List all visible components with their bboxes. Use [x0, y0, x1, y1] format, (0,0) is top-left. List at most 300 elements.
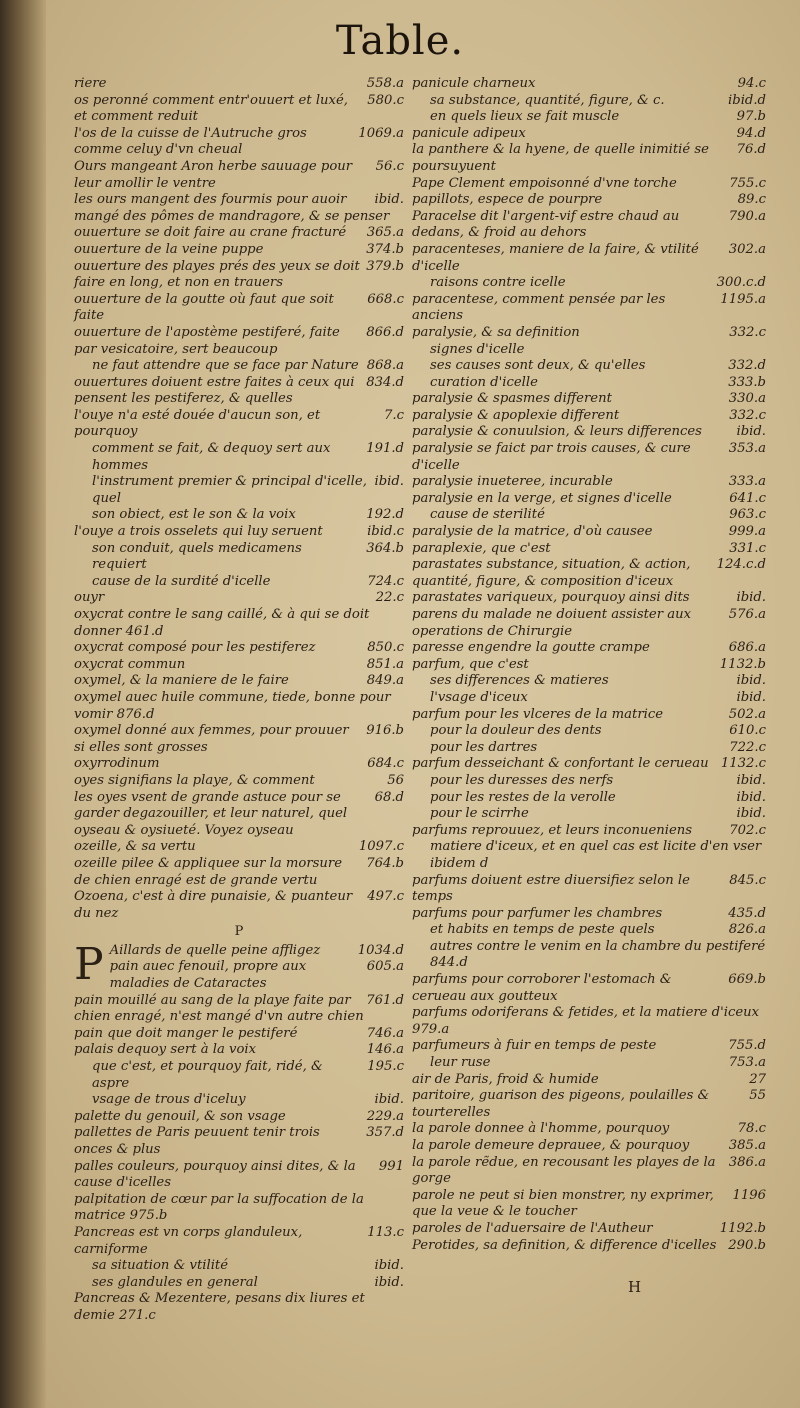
page-reference: ibid.: [736, 424, 766, 440]
index-entry: [412, 922, 766, 939]
entry-text: la parole donnee à l'homme, pourquoy: [412, 1121, 670, 1137]
index-entry: [74, 607, 404, 640]
entry-text: paracentese, comment pensée par les anciens: [412, 291, 666, 324]
index-entry: [74, 723, 404, 756]
catchword: H: [628, 1278, 642, 1296]
page-reference: 364.b: [366, 540, 404, 556]
page-reference: 56: [387, 772, 404, 788]
index-column-right: [412, 76, 766, 1254]
entry-text: ozeille, & sa vertu: [74, 839, 196, 855]
index-entry: [74, 541, 404, 574]
page-reference: 1132.c: [720, 756, 766, 772]
page-reference: 55: [749, 1088, 766, 1104]
page-reference: 7.c: [384, 407, 404, 423]
entry-text: parfum pour les vlceres de la matrice: [412, 706, 664, 722]
page-reference: 192.d: [366, 507, 404, 523]
entry-text: Aillards de quelle peine affligez: [109, 942, 321, 958]
entry-text: cause de sterilité: [430, 507, 545, 523]
page-reference: 78.c: [737, 1121, 766, 1137]
page-reference: 746.a: [366, 1025, 404, 1041]
page-reference: 113.c: [367, 1224, 404, 1240]
index-entry: [412, 1038, 766, 1055]
page-reference: 558.a: [366, 76, 404, 91]
entry-text: les oyes vsent de grande astuce pour se garder degazouiller, et leur naturel, quel: [74, 789, 348, 822]
index-entry: [74, 1125, 404, 1158]
index-entry: [74, 959, 404, 992]
index-entry: [412, 906, 766, 923]
page-reference: 191.d: [366, 441, 404, 457]
page-reference: 333.b: [728, 374, 766, 390]
index-column-left: [74, 76, 404, 1325]
page-reference: 229.a: [366, 1108, 404, 1124]
index-entry: [412, 1238, 766, 1255]
index-entry: [74, 1042, 404, 1059]
entry-text: parfums doiuent estre diuersifiez selon le temps: [412, 872, 690, 905]
entry-text: parole ne peut si bien monstrer, ny exprimer, que la veue & le toucher: [412, 1187, 714, 1220]
page-reference: 302.a: [728, 241, 766, 257]
page-reference: 686.a: [728, 640, 766, 656]
entry-text: matiere d'iceux, et en quel cas est licite d'en vser ibidem d: [430, 839, 762, 871]
index-entry: [412, 242, 766, 275]
index-entry: [74, 242, 404, 259]
index-entry: [412, 823, 766, 840]
page-reference: 576.a: [728, 607, 766, 622]
entry-text: ouuerture de la veine puppe: [74, 241, 264, 257]
page-reference: 300.c.d: [716, 275, 766, 291]
page-reference: 146.a: [366, 1042, 404, 1058]
index-entry: [74, 993, 404, 1026]
entry-text: pain auec fenouil, propre aux maladies de Cataractes: [109, 959, 307, 992]
page-reference: 826.a: [728, 922, 766, 938]
entry-text: riere: [74, 76, 107, 91]
entry-text: l'instrument premier & principal d'icelle, quel: [92, 474, 367, 506]
index-entry: [412, 1221, 766, 1238]
index-entry: [412, 756, 766, 773]
entry-text: en quels lieux se fait muscle: [430, 109, 620, 125]
index-entry: [74, 259, 404, 292]
entry-text: oyes signifians la playe, & comment: [74, 772, 315, 788]
index-entry: [412, 391, 766, 408]
page-reference: 330.a: [728, 391, 766, 407]
index-entry: [412, 93, 766, 110]
index-entry: [74, 325, 404, 358]
index-entry: [74, 292, 404, 325]
entry-text: sa situation & vtilité: [92, 1258, 229, 1274]
entry-text: autres contre le venim en la chambre du pestiferé 844.d: [430, 938, 766, 971]
page-reference: 195.c: [367, 1059, 404, 1075]
entry-text: pour les restes de la verolle: [430, 789, 616, 805]
index-entry: [412, 673, 766, 690]
index-entry: [74, 773, 404, 790]
index-entry: [412, 590, 766, 607]
page-reference: ibid.: [374, 1274, 404, 1290]
entry-text: Perotides, sa definition, & difference d'icelles: [412, 1237, 717, 1253]
entry-text: parfum, que c'est: [412, 656, 529, 672]
index-entry: [412, 474, 766, 491]
index-entry: [74, 1258, 404, 1275]
index-entry: [74, 507, 404, 524]
page-reference: 702.c: [729, 822, 766, 838]
entry-text: paresse engendre la goutte crampe: [412, 640, 650, 656]
page-reference: 761.d: [366, 992, 404, 1008]
page-reference: 764.b: [366, 855, 404, 871]
index-entry: [74, 839, 404, 856]
index-entry: [74, 375, 404, 408]
entry-text: signes d'icelle: [430, 341, 525, 357]
index-entry: [74, 1059, 404, 1092]
index-entry: [74, 657, 404, 674]
entry-text: palpitation de cœur par la suffocation de la matrice 975.b: [74, 1191, 364, 1224]
page-reference: 68.d: [374, 789, 404, 805]
index-entry: [74, 159, 404, 192]
index-entry: [74, 1026, 404, 1043]
page-reference: 999.a: [728, 524, 766, 540]
entry-text: paralysie & spasmes different: [412, 391, 612, 407]
entry-text: paralysie & conuulsion, & leurs differences: [412, 424, 702, 440]
index-entry: [412, 275, 766, 292]
page-reference: 1034.d: [357, 942, 404, 958]
index-entry: [74, 1109, 404, 1126]
page-reference: 605.a: [366, 959, 404, 975]
page-reference: 669.b: [728, 972, 766, 988]
page-reference: 97.b: [736, 109, 766, 125]
index-entry: [412, 541, 766, 558]
index-entry: [74, 474, 404, 507]
entry-text: air de Paris, froid & humide: [412, 1071, 599, 1087]
index-entry: [412, 1088, 766, 1121]
entry-text: panicule adipeux: [412, 125, 526, 141]
index-entry: [412, 640, 766, 657]
index-entry: [412, 142, 766, 175]
index-entry: [412, 690, 766, 707]
entry-text: curation d'icelle: [430, 374, 538, 390]
page-reference: 497.c: [367, 889, 404, 905]
index-entry: [412, 939, 766, 972]
index-entry: [412, 740, 766, 757]
entry-text: la parole demeure deprauee, & pourquoy: [412, 1138, 690, 1153]
index-entry: [412, 176, 766, 193]
page-reference: 124.c.d: [716, 557, 766, 573]
index-entry: [412, 1055, 766, 1072]
index-entry: [412, 723, 766, 740]
page-reference: 610.c: [729, 723, 766, 739]
page-reference: 374.b: [366, 241, 404, 257]
entry-text: ouyr: [74, 590, 105, 606]
entry-text: ne faut attendre que se face par Nature: [92, 358, 359, 374]
entry-text: ses causes sont deux, & qu'elles: [430, 358, 646, 374]
page-reference: 1132.b: [719, 656, 766, 672]
page-reference: 641.c: [729, 490, 766, 506]
page-reference: 435.d: [728, 905, 766, 921]
index-entry: [412, 873, 766, 906]
entry-text: et habits en temps de peste quels: [430, 922, 655, 938]
entry-text: pain mouillé au sang de la playe faite par chien enragé, n'est mangé d'vn autre chien: [74, 992, 364, 1025]
index-entry: [74, 441, 404, 474]
index-list-right: [412, 76, 766, 1254]
entry-text: pour la douleur des dents: [430, 723, 602, 739]
index-entry: [74, 640, 404, 657]
entry-text: pain que doit manger le pestiferé: [74, 1025, 298, 1041]
page-reference: 385.a: [728, 1138, 766, 1153]
page-reference: 1192.b: [719, 1220, 766, 1236]
drop-cap: P: [74, 938, 104, 990]
page-reference: 76.d: [736, 142, 766, 158]
index-entry: [412, 126, 766, 143]
page-reference: 1195.a: [720, 291, 766, 307]
entry-text: parastates substance, situation, & action, quantité, figure, & composition d'iceux: [412, 557, 691, 589]
entry-text: comment se fait, & dequoy sert aux hommes: [92, 441, 331, 473]
page-reference: 834.d: [366, 374, 404, 390]
entry-text: parastates variqueux, pourquoy ainsi dits: [412, 590, 690, 606]
page-reference: ibid.: [736, 590, 766, 606]
page-reference: 755.c: [729, 175, 766, 191]
page-reference: ibid.c: [367, 524, 404, 540]
entry-text: oyseau & oysiueté. Voyez oyseau: [74, 822, 294, 838]
page-reference: ibid.: [736, 789, 766, 805]
page-reference: ibid.: [374, 1258, 404, 1274]
page-reference: 290.b: [728, 1237, 766, 1253]
index-entry: [412, 507, 766, 524]
page-reference: 332.c: [729, 407, 766, 423]
page-reference: ibid.: [736, 772, 766, 788]
page-reference: ibid.d: [728, 92, 766, 108]
index-entry: [74, 1225, 404, 1258]
entry-text: ouuerture des playes prés des yeux se doit faire en long, et non en trauers: [74, 258, 360, 291]
entry-text: son conduit, quels medicamens requiert: [92, 540, 302, 573]
entry-text: son obiect, est le son & la voix: [92, 507, 296, 523]
page-reference: 353.a: [728, 441, 766, 457]
index-entry: [74, 574, 404, 591]
page-reference: ibid.: [374, 474, 404, 490]
entry-text: parfums odoriferans & fetides, et la matiere d'iceux 979.a: [412, 1005, 760, 1037]
entry-text: paralysie de la matrice, d'où causee: [412, 524, 653, 540]
entry-text: raisons contre icelle: [430, 275, 566, 291]
page-reference: 790.a: [728, 208, 766, 224]
page-reference: 357.d: [366, 1125, 404, 1141]
index-entry: [74, 93, 404, 126]
entry-text: ouuerture de la goutte où faut que soit faite: [74, 291, 334, 324]
page-reference: 22.c: [375, 590, 404, 606]
entry-text: Paracelse dit l'argent-vif estre chaud au dedans, & froid au dehors: [412, 208, 680, 241]
index-entry: [412, 806, 766, 823]
index-entry: [412, 1138, 766, 1155]
index-entry: [74, 76, 404, 93]
section-letter: P: [234, 924, 244, 940]
index-entry: [412, 375, 766, 392]
index-entry: [74, 889, 404, 922]
index-entry: [412, 358, 766, 375]
entry-text: paralysie, & sa definition: [412, 324, 580, 340]
page-reference: 916.b: [366, 723, 404, 739]
page-reference: 333.a: [728, 474, 766, 490]
entry-text: Ours mangeant Aron herbe sauuage pour leur amollir le ventre: [74, 158, 353, 191]
entry-text: cause de la surdité d'icelle: [92, 573, 271, 589]
page-reference: 56.c: [375, 158, 404, 174]
index-entry: [74, 1291, 404, 1324]
page-reference: 332.c: [729, 324, 766, 340]
index-entry: [74, 856, 404, 889]
index-entry: [74, 225, 404, 242]
page-reference: 668.c: [367, 291, 404, 307]
entry-text: ouuertures doiuent estre faites à ceux qui pensent les pestiferez, & quelles: [74, 374, 355, 407]
index-entry: [74, 1192, 404, 1225]
entry-text: pallettes de Paris peuuent tenir trois onces & plus: [74, 1125, 320, 1157]
entry-text: ouuerture se doit faire au crane fracturé: [74, 225, 347, 241]
page-reference: 755.d: [728, 1038, 766, 1054]
page-reference: 580.c: [367, 92, 404, 108]
index-entry: [412, 1155, 766, 1188]
index-entry: [412, 192, 766, 209]
entry-text: palais dequoy sert à la voix: [74, 1042, 257, 1058]
entry-text: panicule charneux: [412, 76, 536, 91]
entry-text: oxycrat commun: [74, 656, 186, 672]
index-entry: [74, 1092, 404, 1109]
index-entry: [412, 408, 766, 425]
entry-text: Pape Clement empoisonné d'vne torche: [412, 175, 677, 191]
page-reference: 722.c: [729, 739, 766, 755]
index-list-o: [74, 76, 404, 922]
page-reference: ibid.: [374, 1092, 404, 1108]
entry-text: la panthere & la hyene, de quelle inimitié se poursuyuent: [412, 142, 709, 174]
index-entry: [74, 126, 404, 159]
page-reference: 1097.c: [358, 839, 404, 855]
entry-text: oxycrat composé pour les pestiferez: [74, 640, 316, 656]
entry-text: pour les dartres: [430, 739, 538, 755]
entry-text: paracenteses, maniere de la faire, & vtilité d'icelle: [412, 241, 699, 274]
page-reference: 89.c: [737, 192, 766, 208]
entry-text: ouuerture de l'apostème pestiferé, faite par vesicatoire, sert beaucoup: [74, 324, 340, 357]
index-entry: [412, 707, 766, 724]
entry-text: parfums pour corroborer l'estomach & cerueau aux goutteux: [412, 972, 672, 1004]
index-entry: [74, 1275, 404, 1292]
page-reference: 365.a: [366, 225, 404, 241]
entry-text: oxycrat contre le sang caillé, & à qui se doit donner 461.d: [74, 607, 370, 639]
entry-text: pour les duresses des nerfs: [430, 772, 614, 788]
page-reference: ibid.: [736, 806, 766, 822]
entry-text: parfums reprouuez, et leurs inconueniens: [412, 822, 693, 838]
index-entry: [74, 790, 404, 823]
entry-text: ozeille pilee & appliquee sur la morsure de chien enragé est de grande vertu: [74, 855, 343, 888]
index-entry: [412, 657, 766, 674]
entry-text: paralysie & apoplexie different: [412, 407, 620, 423]
index-entry: [74, 756, 404, 773]
entry-text: Pancreas & Mezentere, pesans dix liures et demie 271.c: [74, 1291, 365, 1323]
entry-text: sa substance, quantité, figure, & c.: [430, 92, 665, 108]
page-reference: 850.c: [367, 640, 404, 656]
entry-text: oxymel, & la maniere de le faire: [74, 673, 289, 689]
entry-text: paralysie inueteree, incurable: [412, 474, 613, 490]
entry-text: oxymel donné aux femmes, pour prouuer si elles sont grosses: [74, 723, 349, 755]
entry-text: Pancreas est vn corps glanduleux, carniforme: [74, 1224, 303, 1257]
entry-text: palles couleurs, pourquoy ainsi dites, & la cause d'icelles: [74, 1158, 356, 1191]
index-entry: [412, 325, 766, 342]
entry-text: vsage de trous d'iceluy: [92, 1092, 246, 1108]
entry-text: leur ruse: [430, 1055, 491, 1071]
entry-text: paraplexie, que c'est: [412, 540, 551, 556]
index-entry: [412, 491, 766, 508]
entry-text: parfum desseichant & confortant le cerueau: [412, 756, 709, 772]
index-entry: [412, 209, 766, 242]
index-entry: [412, 1121, 766, 1138]
index-entry: [74, 408, 404, 441]
page-reference: 991: [378, 1158, 404, 1174]
index-entry: [412, 76, 766, 93]
entry-text: l'os de la cuisse de l'Autruche gros comme celuy d'vn cheual: [74, 125, 307, 158]
entry-text: papillots, espece de pourpre: [412, 192, 603, 208]
entry-text: paralysie en la verge, et signes d'icelle: [412, 490, 672, 506]
page-reference: 1196: [732, 1187, 766, 1203]
index-entry: [412, 607, 766, 640]
entry-text: os peronné comment entr'ouuert et luxé, et comment reduit: [74, 92, 348, 125]
entry-text: palette du genouil, & son vsage: [74, 1108, 286, 1124]
page-reference: 27: [749, 1071, 766, 1087]
index-entry: [412, 109, 766, 126]
entry-text: paralysie se faict par trois causes, & cure d'icelle: [412, 441, 691, 473]
entry-text: paritoire, guarison des pigeons, poulailles & tourterelles: [412, 1088, 710, 1120]
index-entry: [412, 773, 766, 790]
entry-text: oxyrrodinum: [74, 756, 160, 772]
index-entry: [74, 690, 404, 723]
page-reference: 332.d: [728, 358, 766, 374]
page-reference: 684.c: [367, 756, 404, 772]
index-entry: [412, 972, 766, 1005]
index-entry: [74, 673, 404, 690]
entry-text: ses glandules en general: [92, 1274, 258, 1290]
page-reference: 502.a: [728, 706, 766, 722]
entry-text: la parole rẽdue, en recousant les playes de la gorge: [412, 1154, 716, 1187]
entry-text: les ours mangent des fourmis pour auoir mangé des pômes de mandragore, & se penser: [74, 192, 390, 224]
entry-text: parfumeurs à fuir en temps de peste: [412, 1038, 657, 1054]
index-entry: [74, 1159, 404, 1192]
entry-text: pour le scirrhe: [430, 806, 529, 822]
index-entry: [74, 192, 404, 225]
entry-text: l'ouye a trois osselets qui luy seruent: [74, 524, 323, 540]
entry-text: Ozoena, c'est à dire punaisie, & puanteur du nez: [74, 889, 353, 921]
entry-text: paroles de l'aduersaire de l'Autheur: [412, 1220, 653, 1236]
index-entry: [74, 524, 404, 541]
page-reference: ibid.: [736, 689, 766, 705]
index-entry: [74, 823, 404, 840]
index-entry: [74, 590, 404, 607]
index-entry: [412, 524, 766, 541]
page-reference: 849.a: [366, 673, 404, 689]
index-entry: [412, 342, 766, 359]
entry-text: l'ouye n'a esté douée d'aucun son, et pourquoy: [74, 407, 321, 440]
page-reference: ibid.: [374, 192, 404, 208]
index-entry: [412, 1188, 766, 1221]
page-reference: 94.c: [737, 76, 766, 91]
page-reference: 851.a: [366, 656, 404, 672]
page-reference: 866.d: [366, 324, 404, 340]
page-reference: 753.a: [728, 1055, 766, 1071]
entry-text: oxymel auec huile commune, tiede, bonne pour vomir 876.d: [74, 689, 391, 722]
index-entry: [412, 424, 766, 441]
page-reference: 724.c: [367, 573, 404, 589]
index-entry: [412, 839, 766, 872]
page-reference: 379.b: [366, 258, 404, 274]
page-reference: 331.c: [729, 540, 766, 556]
entry-text: ses differences & matieres: [430, 673, 609, 689]
page-reference: 386.a: [728, 1154, 766, 1170]
index-entry: [74, 358, 404, 375]
index-entry: [412, 557, 766, 590]
entry-text: parens du malade ne doiuent assister aux operations de Chirurgie: [412, 607, 692, 639]
entry-text: parfums pour parfumer les chambres: [412, 905, 663, 921]
page-reference: ibid.: [736, 673, 766, 689]
book-gutter: [0, 0, 46, 1408]
page-reference: 94.d: [736, 125, 766, 141]
page-reference: 868.a: [366, 358, 404, 374]
